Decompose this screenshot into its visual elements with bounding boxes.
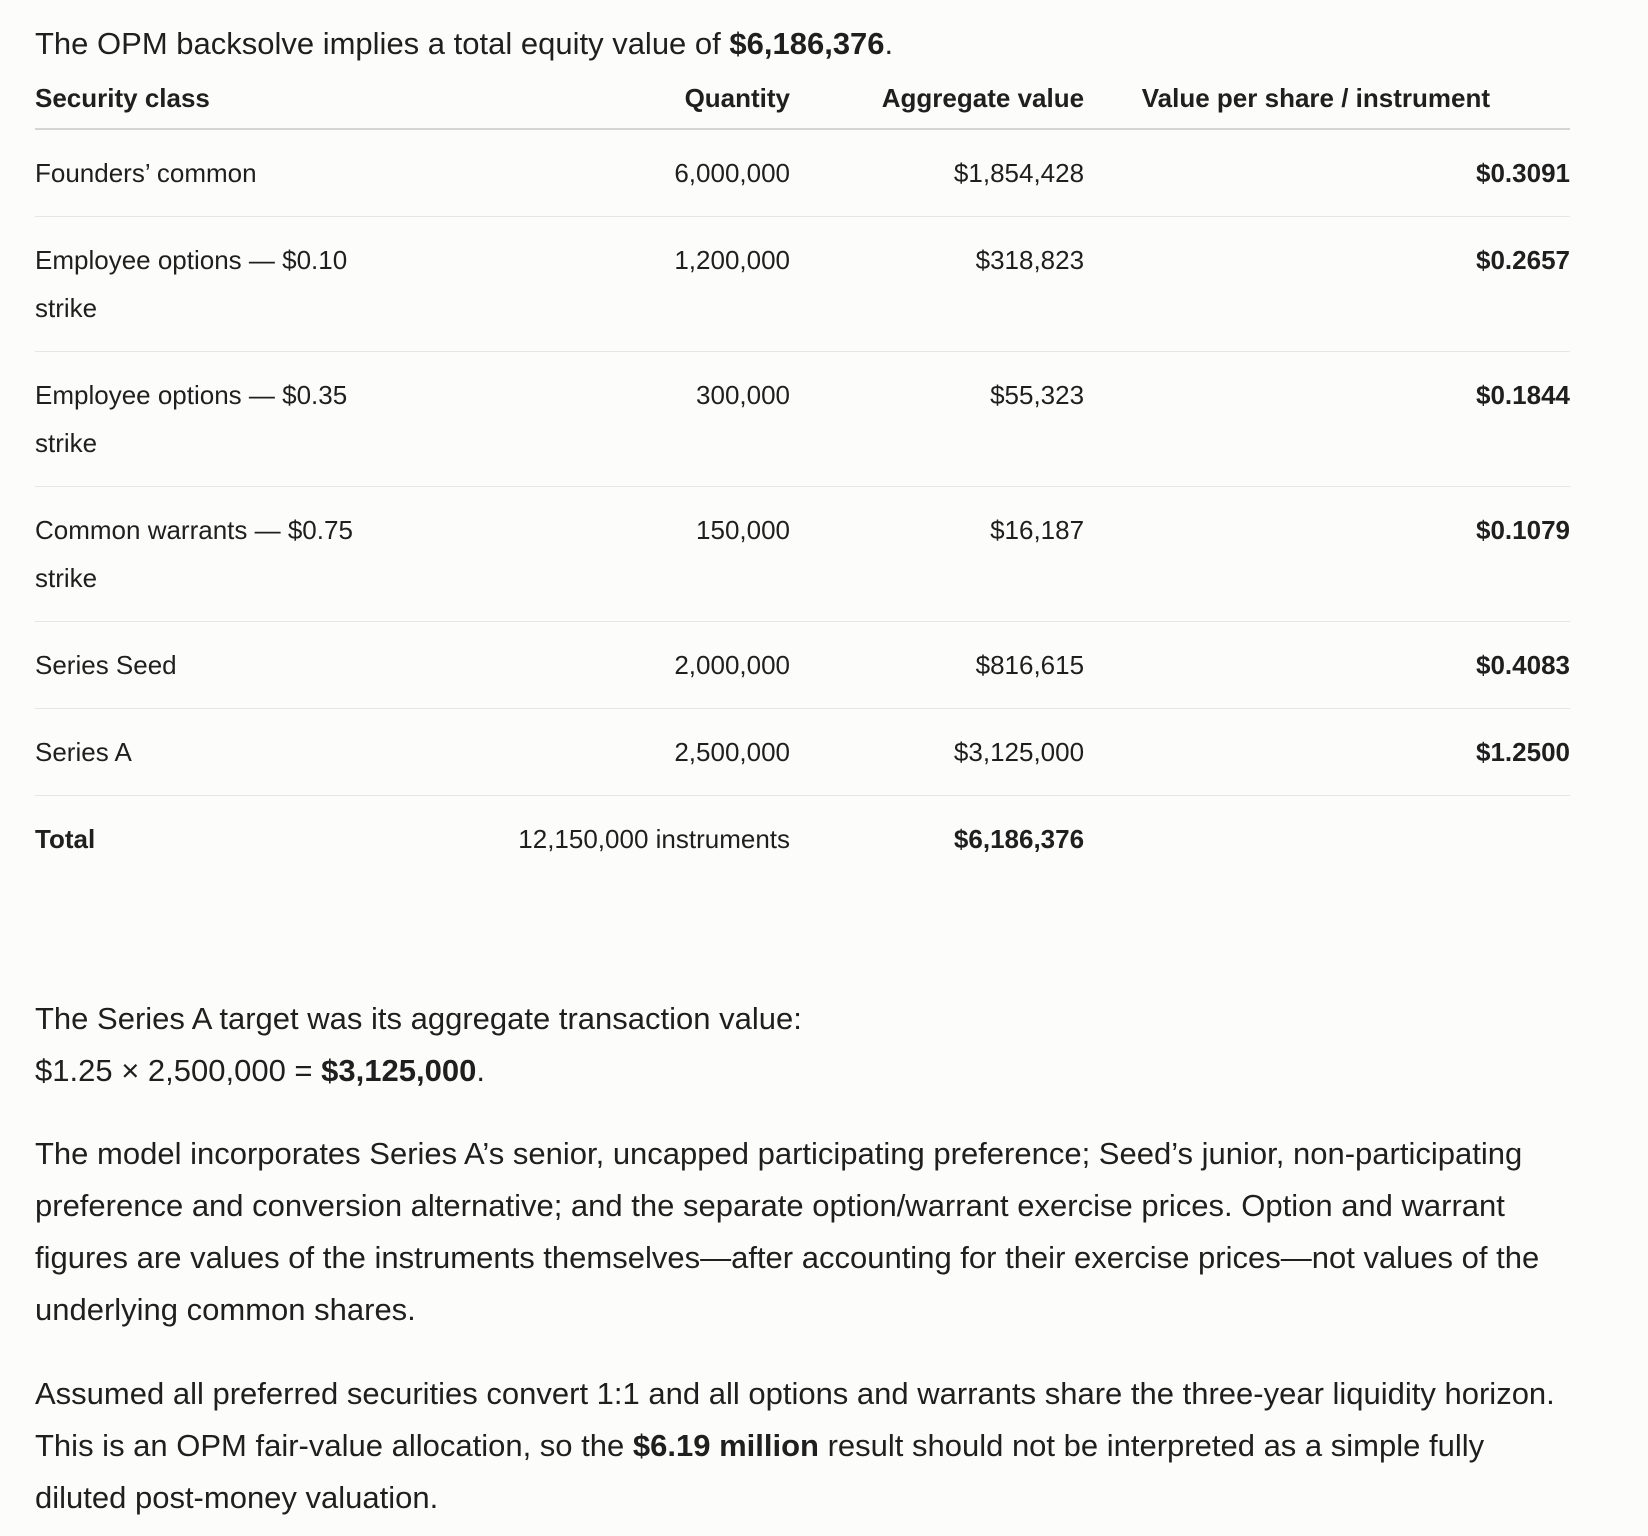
model-description-paragraph: The model incorporates Series A’s senior, uncapped participating preference; Seed’s junior, non-participating preference and conversion alternative; and the separate option/warrant exercise prices. Option and warrant figures are values of the instruments themselves—after accounting for their exercise prices—not values of the underlying common shares. [35, 1136, 1540, 1327]
header-quantity: Quantity [431, 82, 790, 129]
cell-quantity: 150,000 [431, 487, 790, 622]
cell-per-share: $1.2500 [1084, 709, 1570, 796]
cell-aggregate: $816,615 [790, 622, 1084, 709]
cell-quantity: 2,000,000 [431, 622, 790, 709]
cell-per-share: $0.2657 [1084, 217, 1570, 352]
table-total-row [35, 796, 1570, 883]
intro-sentence [35, 22, 893, 66]
cell-security: Founders’ common [35, 129, 431, 217]
series-a-target-paragraph: The Series A target was its aggregate transaction value: $1.25 × 2,500,000 = $3,125,000. [35, 1001, 802, 1088]
table-row [35, 487, 1570, 622]
series-a-target-line1: The Series A target was its aggregate transaction value: [35, 1001, 802, 1036]
cell-per-share: $0.3091 [1084, 129, 1570, 217]
intro-end: . [884, 26, 894, 61]
cell-per-share: $0.1079 [1084, 487, 1570, 622]
total-equity-value: $6,186,376 [729, 26, 885, 61]
cell-security: Employee options — $0.35 strike [35, 352, 431, 487]
cell-security: Employee options — $0.10 strike [35, 217, 431, 352]
table-row [35, 217, 1570, 352]
series-a-target-value: $3,125,000 [321, 1053, 477, 1088]
cell-aggregate: $55,323 [790, 352, 1084, 487]
cell-quantity: 6,000,000 [431, 129, 790, 217]
total-aggregate: $6,186,376 [953, 824, 1085, 854]
assumptions-text-end: result should not be interpreted as a simple fully diluted post-money valuation. [35, 1428, 1485, 1515]
table-row [35, 622, 1570, 709]
total-quantity: 12,150,000 instruments [518, 824, 791, 854]
table-header-row [35, 82, 1570, 129]
table-row [35, 352, 1570, 487]
cell-quantity: 2,500,000 [431, 709, 790, 796]
result-value: $6.19 million [632, 1428, 819, 1463]
cell-quantity: 300,000 [431, 352, 790, 487]
assumptions-paragraph [35, 1368, 1575, 1524]
total-label: Total [35, 824, 96, 854]
series-a-target-formula: $1.25 × 2,500,000 = [35, 1053, 322, 1088]
cell-aggregate: $3,125,000 [790, 709, 1084, 796]
allocation-table [35, 82, 1570, 882]
cell-security: Series A [35, 709, 431, 796]
cell-per-share: $0.1844 [1084, 352, 1570, 487]
header-value-per-share: Value per share / instrument [1084, 82, 1570, 129]
assumptions-text: Assumed all preferred securities convert 1:1 and all options and warrants share the three-year liquidity horizon. This is an OPM fair-value allocation, so the [35, 1376, 1555, 1463]
total-per-share [1084, 796, 1570, 883]
header-security-class: Security class [35, 82, 431, 129]
cell-aggregate: $318,823 [790, 217, 1084, 352]
table-row [35, 129, 1570, 217]
header-aggregate-value: Aggregate value [790, 82, 1084, 129]
cell-security: Common warrants — $0.75 strike [35, 487, 431, 622]
table-row [35, 709, 1570, 796]
cell-per-share: $0.4083 [1084, 622, 1570, 709]
intro-text: The OPM backsolve implies a total equity value of [35, 26, 730, 61]
cell-aggregate: $16,187 [790, 487, 1084, 622]
cell-security: Series Seed [35, 622, 431, 709]
cell-aggregate: $1,854,428 [790, 129, 1084, 217]
cell-quantity: 1,200,000 [431, 217, 790, 352]
